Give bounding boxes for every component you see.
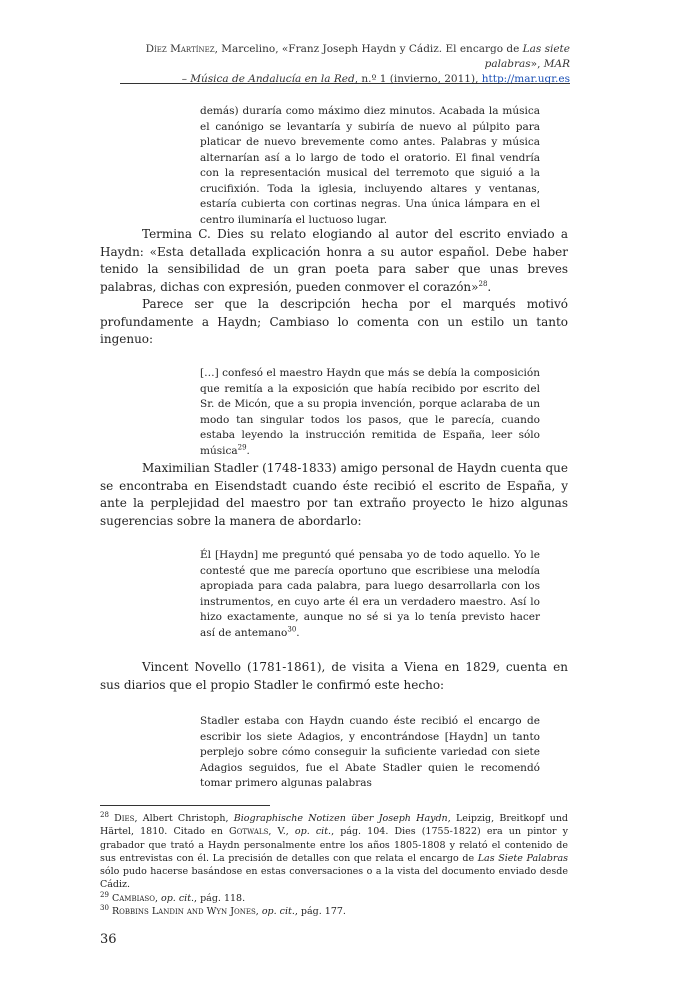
block-quote-2 xyxy=(200,366,540,459)
paragraph-3 xyxy=(100,460,568,530)
quote-text-end: . xyxy=(296,626,300,639)
footnote-number: 30 xyxy=(100,903,109,912)
footnote-book-title: Biographische Notizen über Joseph Haydn xyxy=(233,813,448,824)
paragraph-text: Maximilian Stadler (1748-1833) amigo personal de Haydn cuenta que se encontraba en Eisendstadt cuando éste recibió el escrito de España, y ante la perplejidad del maestro por tan extraño proyecto le hizo algunas sugerencias sobre la manera de abordarlo: xyxy=(100,461,568,528)
footnote-text: , pág. 177. xyxy=(294,906,346,918)
journal-url-link[interactable]: http://mar.ugr.es xyxy=(481,73,570,85)
block-quote-4 xyxy=(200,714,540,792)
paragraph-text-end: . xyxy=(487,279,492,294)
quote-text: Él [Haydn] me preguntó qué pensaba yo de todo aquello. Yo le contesté que me parecía oportuno que escribiese una melodía apropiada para cada palabra, para luego desarrollarla con los instrumentos, en cuyo arte él era un verdadero maestro. Así lo hizo exactamente, aunque no sé si ya lo tenía previsto hacer así de antemano xyxy=(200,549,540,639)
header-journal-name: Música de Andalucía en la Red xyxy=(190,73,355,85)
header-author: Díez Martínez xyxy=(145,43,215,55)
footnote-text: , Albert Christoph, xyxy=(134,813,234,824)
header-text-after: », xyxy=(530,58,544,70)
footnote-separator xyxy=(100,805,270,806)
footnote-author: Dies xyxy=(114,813,135,824)
footnote-ref-28[interactable]: 28 xyxy=(478,279,488,288)
footnote-28 xyxy=(100,812,568,892)
footnote-ref-30[interactable]: 30 xyxy=(287,625,297,633)
paragraph-4 xyxy=(100,659,568,694)
footnote-text: sólo pudo hacerse basándose en estas conversaciones o a la vista del documento enviado desde Cádiz. xyxy=(100,866,568,891)
footnote-work-title: Las Siete Palabras xyxy=(477,852,569,864)
footnote-text: , pág. 104. Dies (1755-1822) era un pintor y grabador que trató a Haydn personalmente entre los años 1805-1808 y relató el contenido de sus entrevistas con él. La precisión de detalles con que relata el encargo de xyxy=(100,826,568,864)
header-dash: – xyxy=(181,73,191,85)
header-text: , Marcelino, «Franz Joseph Haydn y Cádiz. El encargo de xyxy=(214,43,523,55)
footnote-opcit: op. cit. xyxy=(261,906,295,918)
footnote-text: , V., xyxy=(268,826,295,838)
footnote-opcit: op. cit. xyxy=(161,892,195,904)
footnote-text: , xyxy=(255,906,262,918)
header-issue: , n.º 1 (invierno, 2011), xyxy=(354,73,482,85)
header-line-1 xyxy=(100,42,570,72)
footnote-number: 29 xyxy=(100,890,109,899)
footnote-author: Robbins Landin and Wyn Jones xyxy=(111,906,256,918)
footnote-number: 28 xyxy=(100,810,109,819)
header-rule xyxy=(120,83,570,84)
footnote-author: Cambiaso xyxy=(111,892,155,904)
header-work-title: Las siete palabras xyxy=(484,43,570,70)
running-header xyxy=(100,42,570,87)
block-quote-3 xyxy=(200,548,540,641)
quote-text: demás) duraría como máximo diez minutos. Acabada la música el canónigo se levantaría y subiría de nuevo al púlpito para platicar de nuevo brevemente como antes. Palabras y música alternarían así a lo largo de todo el oratorio. El final vendría con la representación musical del terremoto que siguió a la crucifixión. Toda la iglesia, incluyendo altares y ventanas, estaría cubierta con cortinas negras. Una única lámpara en el centro iluminaría el luctuoso lugar. xyxy=(200,105,540,226)
header-journal-abbr: MAR xyxy=(543,58,570,70)
footnote-text: , Leipzig, Breitkopf und Härtel, 1810. Citado en xyxy=(100,813,569,838)
quote-text: Stadler estaba con Haydn cuando éste recibió el encargo de escribir los siete Adagios, y encontrándose [Haydn] un tanto perplejo sobre cómo conseguir la suficiente variedad con siete Adagios seguidos, fue el Abate Stadler quien le recomendó tomar primero algunas palabras xyxy=(200,715,540,789)
page-number: 36 xyxy=(100,932,117,947)
paragraph-text: Termina C. Dies su relato elogiando al autor del escrito enviado a Haydn: «Esta detallada explicación honra a su autor español. Debe haber tenido la sensibilidad de un gran poeta para saber que unas breves palabras, dichas con expresión, pueden conmover el corazón» xyxy=(100,227,568,294)
footnote-opcit: op. cit. xyxy=(294,826,332,838)
paragraph-1 xyxy=(100,226,568,296)
quote-text-end: . xyxy=(246,444,250,457)
paragraph-text: Vincent Novello (1781-1861), de visita a Viena en 1829, cuenta en sus diarios que el propio Stadler le confirmó este hecho: xyxy=(100,660,568,692)
footnote-text: , pág. 118. xyxy=(194,892,246,904)
quote-text: […] confesó el maestro Haydn que más se debía la composición que remitía a la exposición que había recibido por escrito del Sr. de Micón, que a su propia invención, porque aclaraba de un modo tan singular todos los pasos, que le parecía, cuando estaba leyendo la instrucción remitida de España, leer sólo música xyxy=(200,367,540,457)
header-line-2 xyxy=(100,72,570,87)
footnote-30 xyxy=(100,905,568,918)
footnote-cited-author: Gotwals xyxy=(229,826,269,838)
paragraph-text: Parece ser que la descripción hecha por el marqués motivó profundamente a Haydn; Cambiaso lo comenta con un estilo un tanto ingenuo: xyxy=(100,297,568,346)
paragraph-2 xyxy=(100,296,568,349)
footnote-ref-29[interactable]: 29 xyxy=(237,443,247,451)
footnotes xyxy=(100,812,568,918)
footnote-29 xyxy=(100,892,568,905)
block-quote-1 xyxy=(200,104,540,228)
footnote-text: , xyxy=(154,892,161,904)
